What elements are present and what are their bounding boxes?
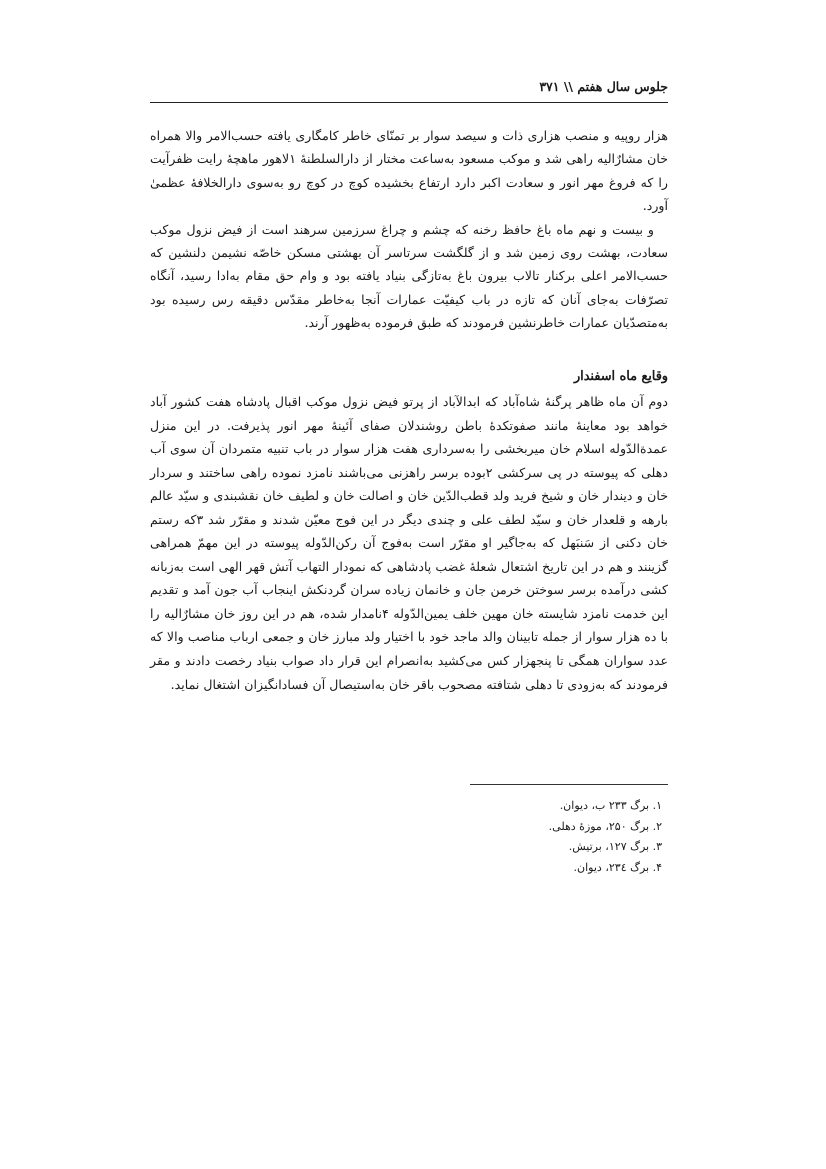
paragraph-1: هزار روپیه و منصب هزاری ذات و سیصد سوار بر تمنّای خاطر کامگاری یافته حسب‌الامر والا همراه خان مشارٌالیه راهی شد و موکب مسعود به‌ساعت مختار از دارالسلطنهٔ ۱لاهور ماهچهٔ رایت ظفرآیت را که فروغ مهر انور و سعادت اکبر دارد ارتفاع بخشیده کوچ در کوچ رو به‌سوی دارالخلافهٔ عظمیٰ آورد. [150,128,668,214]
section-heading: وقایع ماه اسفندار [573,369,668,384]
footnotes [150,796,668,878]
footnote-3: ۳. برگ ۱۲۷، برتیش. [568,840,662,853]
paragraph-2: و بیست و نهم ماه باغ حافظ رخنه که چشم و چراغ سرزمین سرهند است از فیض نزول موکب سعادت، بهشت روی زمین شد و از گلگشت سرتاسر آن بهشتی مسکن خاصّه نشیمن دلنشین که حسب‌الامر اعلی برکنار تالاب بیرون باغ به‌تازگی بنیاد یافته بود و وام حق مقام به‌ادا رسید، آنگاه تصرّفات به‌جای آنان که تازه در باب کیفیّت عمارات آنجا به‌خاطر مقدّس دقیقه رس رسیده بود به‌متصدّیان عمارات خاطرنشین فرمودند که طبق فرموده به‌ظهور آرند. [150,221,668,331]
footnote-4: ۴. برگ ۲۳٤، دیوان. [573,860,662,874]
running-header: جلوس سال هفتم \\ ۳۷۱ [539,79,668,94]
section-paragraph: دوم آن ماه ظاهر پرگنهٔ شاه‌آباد که ابدالآباد از پرتو فیض نزول موکب اقبال پادشاه هفت کشور آباد خواهد بود معاینهٔ مانند صفوتکدهٔ باطن روشندلان صفای آئینهٔ مهر انور پذیرفت. در این منزل عمدةالدّوله اسلام خان میربخشی را به‌سرداری هفت هزار سوار در باب تنبیه متمردان آن سوی آب دهلی که پیوسته در پی سرکشی ۲بوده برسر راهزنی می‌باشند نامزد نموده راهی ساختند و سردار خان و دیندار خان و شیخ فرید ولد قطب‌الدّین خان و اصالت خان و لطیف خان نقشبندی و سیّد عالم بارهه و قلعدار خان و سیّد لطف علی و چندی دیگر در این فوج معیّن شدند و مقرّر شد ۳که رستم خان دکنی از سَنبَهل که به‌جاگیر او مقرّر است به‌فوج آن رکن‌الدّوله پیوسته در این مهمّ همراهی گزینند و هم در این تاریخ اشتعال شعلهٔ غضب پادشاهی که نمودار التهاب آتش قهر الهی است به‌زبانه کشی درآمده برسر سوختن خرمن جان و خانمان زیاده سران گردنکش اینجاب آب جون آمد و تقدیم این خدمت نامزد شایسته خان مهین خلف یمین‌الدّوله ۴نامدار شده، هم در این روز خان مشارٌالیه را با ده هزار سوار از جمله تابینان والد ماجد خود با اختیار ولد مبارز خان و جمعی ارباب مناصب والا که عدد سواران همگی تا پنجهزار کس می‌کشید به‌انصرام این قرار داد صواب بنیاد رخصت دادند و مقر فرمودند که به‌زودی تا دهلی شتافته مصحوب باقر خان به‌استیصال آن فسادانگیزان اشتغال نماید. [150,394,669,692]
document-page [150,0,668,1169]
header-rule [150,102,668,103]
footnote-2: ۲. برگ ۲۵۰، موزهٔ دهلی. [548,819,662,833]
footnote-1: ۱. برگ ۲۳۳ ب، دیوان. [559,799,662,812]
body-text [150,124,668,335]
section-body [150,390,668,696]
footnote-rule [470,784,668,785]
